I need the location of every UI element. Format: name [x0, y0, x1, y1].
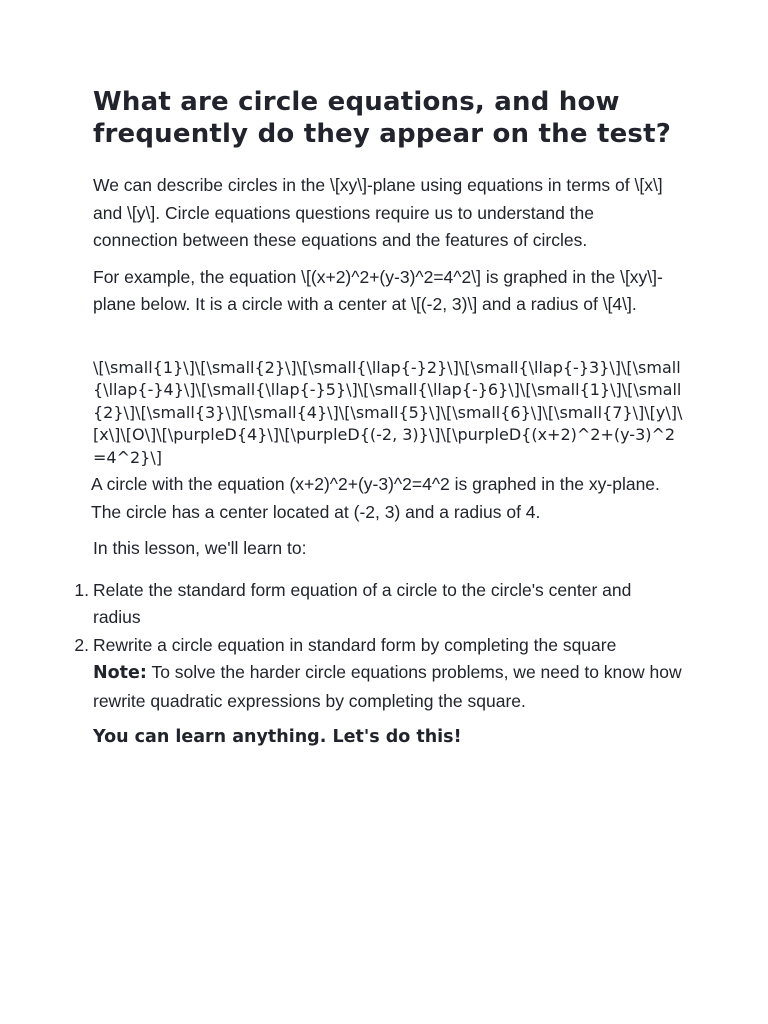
article — [74, 86, 683, 761]
objective-item — [74, 577, 683, 632]
figure-caption: A circle with the equation (x+2)^2+(y-3)^2=4^2 is graphed in the xy-plane. The circle has a center located at (-2, 3) and a radius of 4. — [91, 474, 660, 522]
objective-text: Rewrite a circle equation in standard form by completing the square — [93, 634, 617, 655]
objectives-list — [74, 577, 683, 660]
note-text: To solve the harder circle equations problems, we need to know how rewrite quadratic expressions by completing the square. — [93, 662, 682, 711]
note-paragraph — [93, 659, 683, 715]
page-title: What are circle equations, and how frequently do they appear on the test? — [93, 87, 671, 149]
objective-text: Relate the standard form equation of a circle to the circle's center and radius — [93, 579, 632, 627]
lesson-intro: In this lesson, we'll learn to: — [93, 538, 307, 558]
closing-text: You can learn anything. Let's do this! — [93, 727, 462, 747]
objective-item — [74, 632, 683, 660]
objective-number: 2. — [74, 634, 89, 655]
example-paragraph: For example, the equation \[(x+2)^2+(y-3)^2=4^2\] is graphed in the \[xy\]-plane below. It is a circle with a center at \[(-2, 3)\] and a radius of \[4\]. — [93, 266, 663, 314]
note-label: Note: — [93, 663, 147, 683]
intro-paragraph: We can describe circles in the \[xy\]-plane using equations in terms of \[x\] and \[y\]. Circle equations questions require us to understand the connection between these equations and the features of circles. — [93, 175, 663, 250]
objective-number: 1. — [74, 579, 89, 600]
figure-latex-source: \[\small{1}\]\[\small{2}\]\[\small{\llap{-}2}\]\[\small{\llap{-}3}\]\[\small{\llap{-}4}\]\[\small{\llap{-}5}\]\[\small{\llap{-}6}\]\[\small{1}\]\[\small{2}\]\[\small{3}\]\[\small{4}\]\[\small{5}\]\[\small{6}\]\[\small{7}\]\[y\]\[x\]\[O\]\[\purpleD{4}\]\[\purpleD{(-2, 3)}\]\[\purpleD{(x+2)^2+(y-3)^2=4^2}\] — [93, 357, 683, 467]
